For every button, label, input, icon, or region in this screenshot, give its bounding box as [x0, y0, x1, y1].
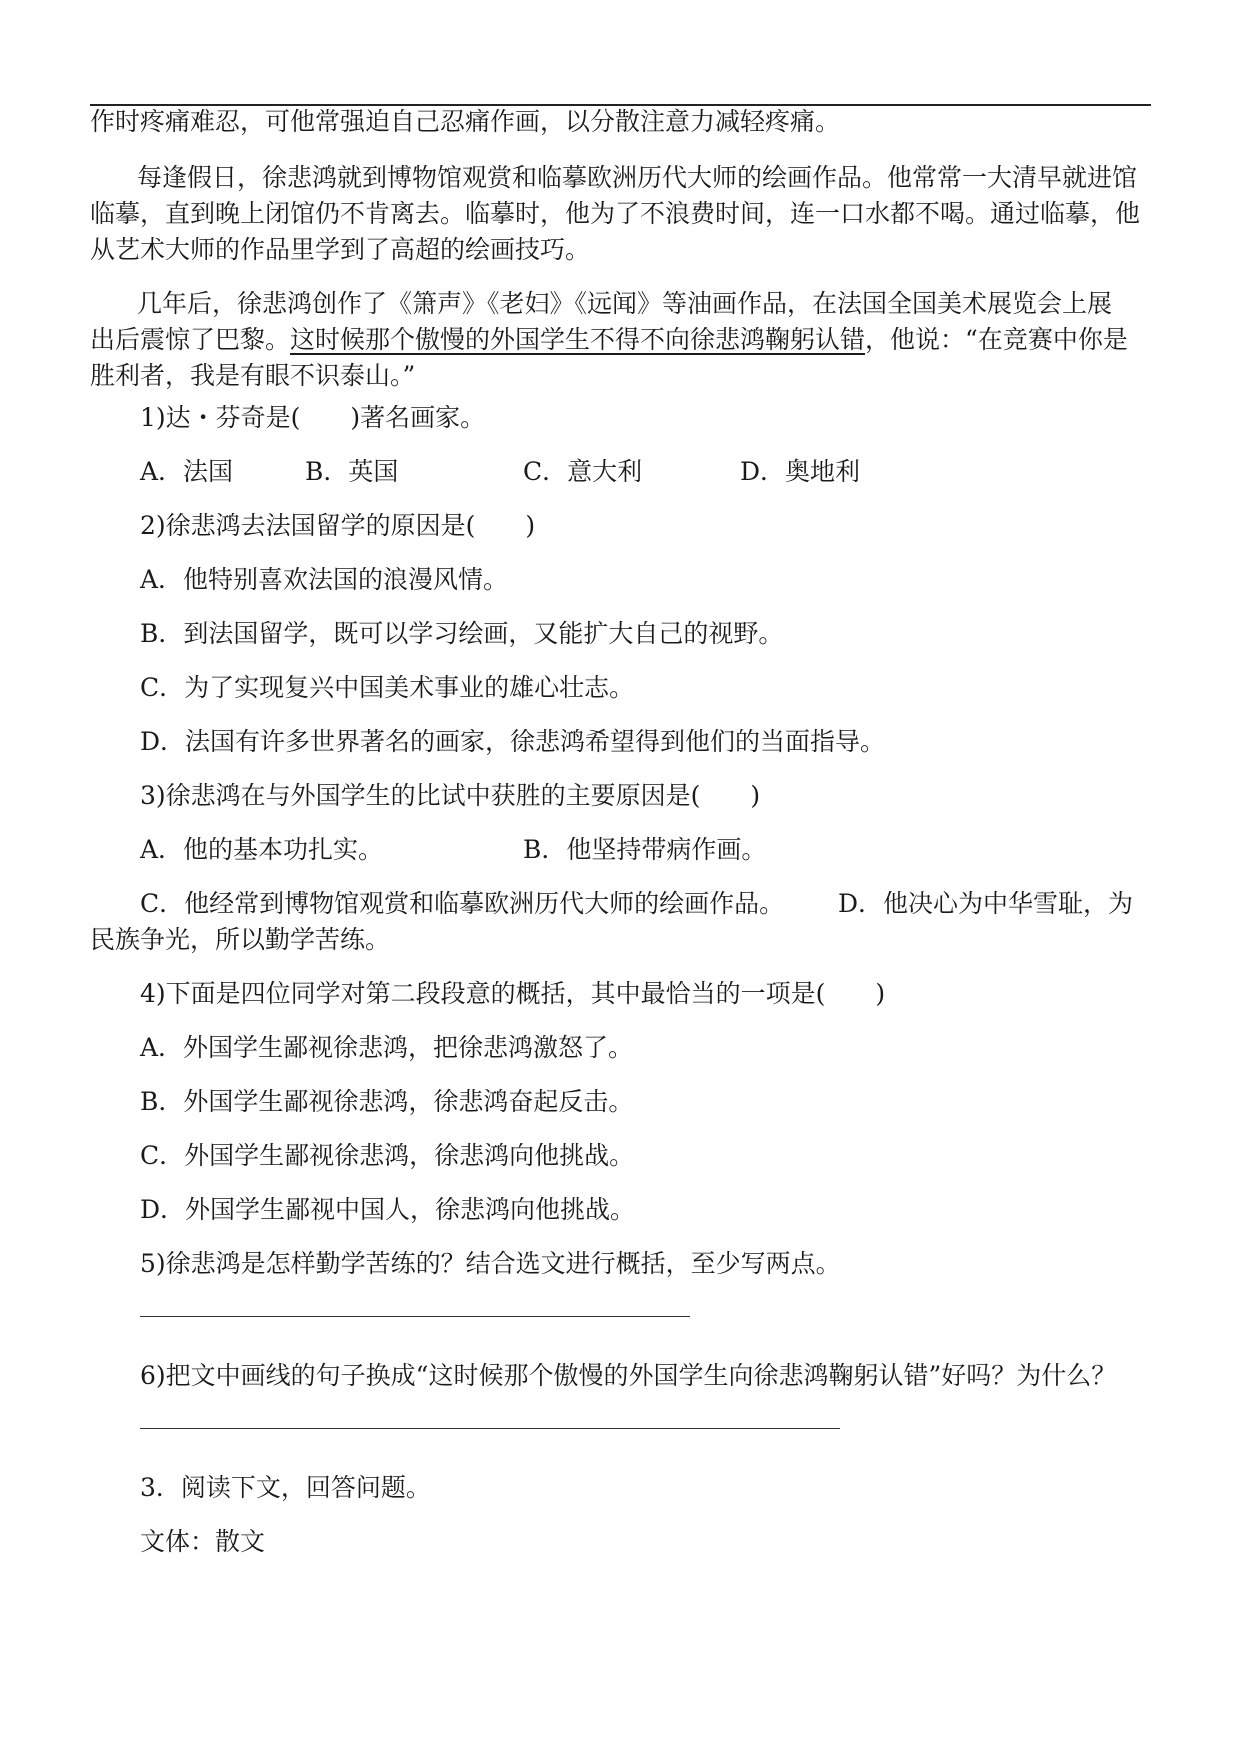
option-d: D．法国有许多世界著名的画家，徐悲鸿希望得到他们的当面指导。 — [140, 727, 886, 756]
option-d-continued: 民族争光，所以勤学苦练。 — [90, 925, 391, 954]
question-stem: 5)徐悲鸿是怎样勤学苦练的？结合选文进行概括，至少写两点。 — [140, 1249, 841, 1278]
passage-line — [90, 322, 1151, 358]
question-stem: 6)把文中画线的句子换成“这时候那个傲慢的外国学生向徐悲鸿鞠躬认错”好吗？为什么？ — [140, 1361, 1117, 1390]
section-heading: 3．阅读下文，回答问题。 — [140, 1473, 431, 1502]
passage-line: 作时疼痛难忍，可他常强迫自己忍痛作画，以分散注意力减轻疼痛。 — [90, 107, 841, 136]
passage-line: 从艺术大师的作品里学到了高超的绘画技巧。 — [90, 235, 591, 264]
option-b: B．到法国留学，既可以学习绘画，又能扩大自己的视野。 — [140, 619, 784, 648]
option-a: A．法国 — [140, 457, 234, 486]
option-b: B．英国 — [305, 457, 399, 486]
option-b: B．他坚持带病作画。 — [523, 835, 767, 864]
underlined-sentence: 这时候那个傲慢的外国学生不得不向徐悲鸿鞠躬认错 — [290, 325, 866, 354]
question-stem: 1)达・芬奇是( )著名画家。 — [140, 403, 486, 432]
question-stem: 2)徐悲鸿去法国留学的原因是( ) — [140, 511, 536, 540]
answer-blank[interactable] — [140, 1316, 690, 1317]
question-stem: 3)徐悲鸿在与外国学生的比试中获胜的主要原因是( ) — [140, 781, 761, 810]
passage-line: 临摹，直到晚上闭馆仍不肯离去。临摹时，他为了不浪费时间，连一口水都不喝。通过临摹，他 — [90, 199, 1141, 228]
option-c: C．为了实现复兴中国美术事业的雄心壮志。 — [140, 673, 635, 702]
genre-label: 文体：散文 — [140, 1527, 266, 1556]
passage-line: 每逢假日，徐悲鸿就到博物馆观赏和临摹欧洲历代大师的绘画作品。他常常一大清早就进馆 — [137, 163, 1138, 192]
option-c: C．外国学生鄙视徐悲鸿，徐悲鸿向他挑战。 — [140, 1141, 635, 1170]
passage-text: 出后震惊了巴黎。 — [90, 325, 291, 354]
option-d: D．奥地利 — [740, 457, 861, 486]
answer-blank[interactable] — [140, 1428, 840, 1429]
option-c: C．他经常到博物馆观赏和临摹欧洲历代大师的绘画作品。 — [140, 889, 785, 918]
option-a: A．他的基本功扎实。 — [140, 835, 384, 864]
option-d: D．他决心为中华雪耻，为 — [838, 889, 1134, 918]
passage-line: 胜利者，我是有眼不识泰山。” — [90, 361, 416, 390]
passage-text: ，他说：“在竞赛中你是 — [865, 325, 1128, 354]
option-c: C．意大利 — [523, 457, 643, 486]
question-stem: 4)下面是四位同学对第二段段意的概括，其中最恰当的一项是( ) — [140, 979, 886, 1008]
option-a: A．外国学生鄙视徐悲鸿，把徐悲鸿激怒了。 — [140, 1033, 634, 1062]
option-d: D．外国学生鄙视中国人，徐悲鸿向他挑战。 — [140, 1195, 636, 1224]
option-a: A．他特别喜欢法国的浪漫风情。 — [140, 565, 509, 594]
passage-line: 几年后，徐悲鸿创作了《箫声》《老妇》《远闻》等油画作品，在法国全国美术展览会上展 — [137, 289, 1113, 318]
option-b: B．外国学生鄙视徐悲鸿，徐悲鸿奋起反击。 — [140, 1087, 634, 1116]
